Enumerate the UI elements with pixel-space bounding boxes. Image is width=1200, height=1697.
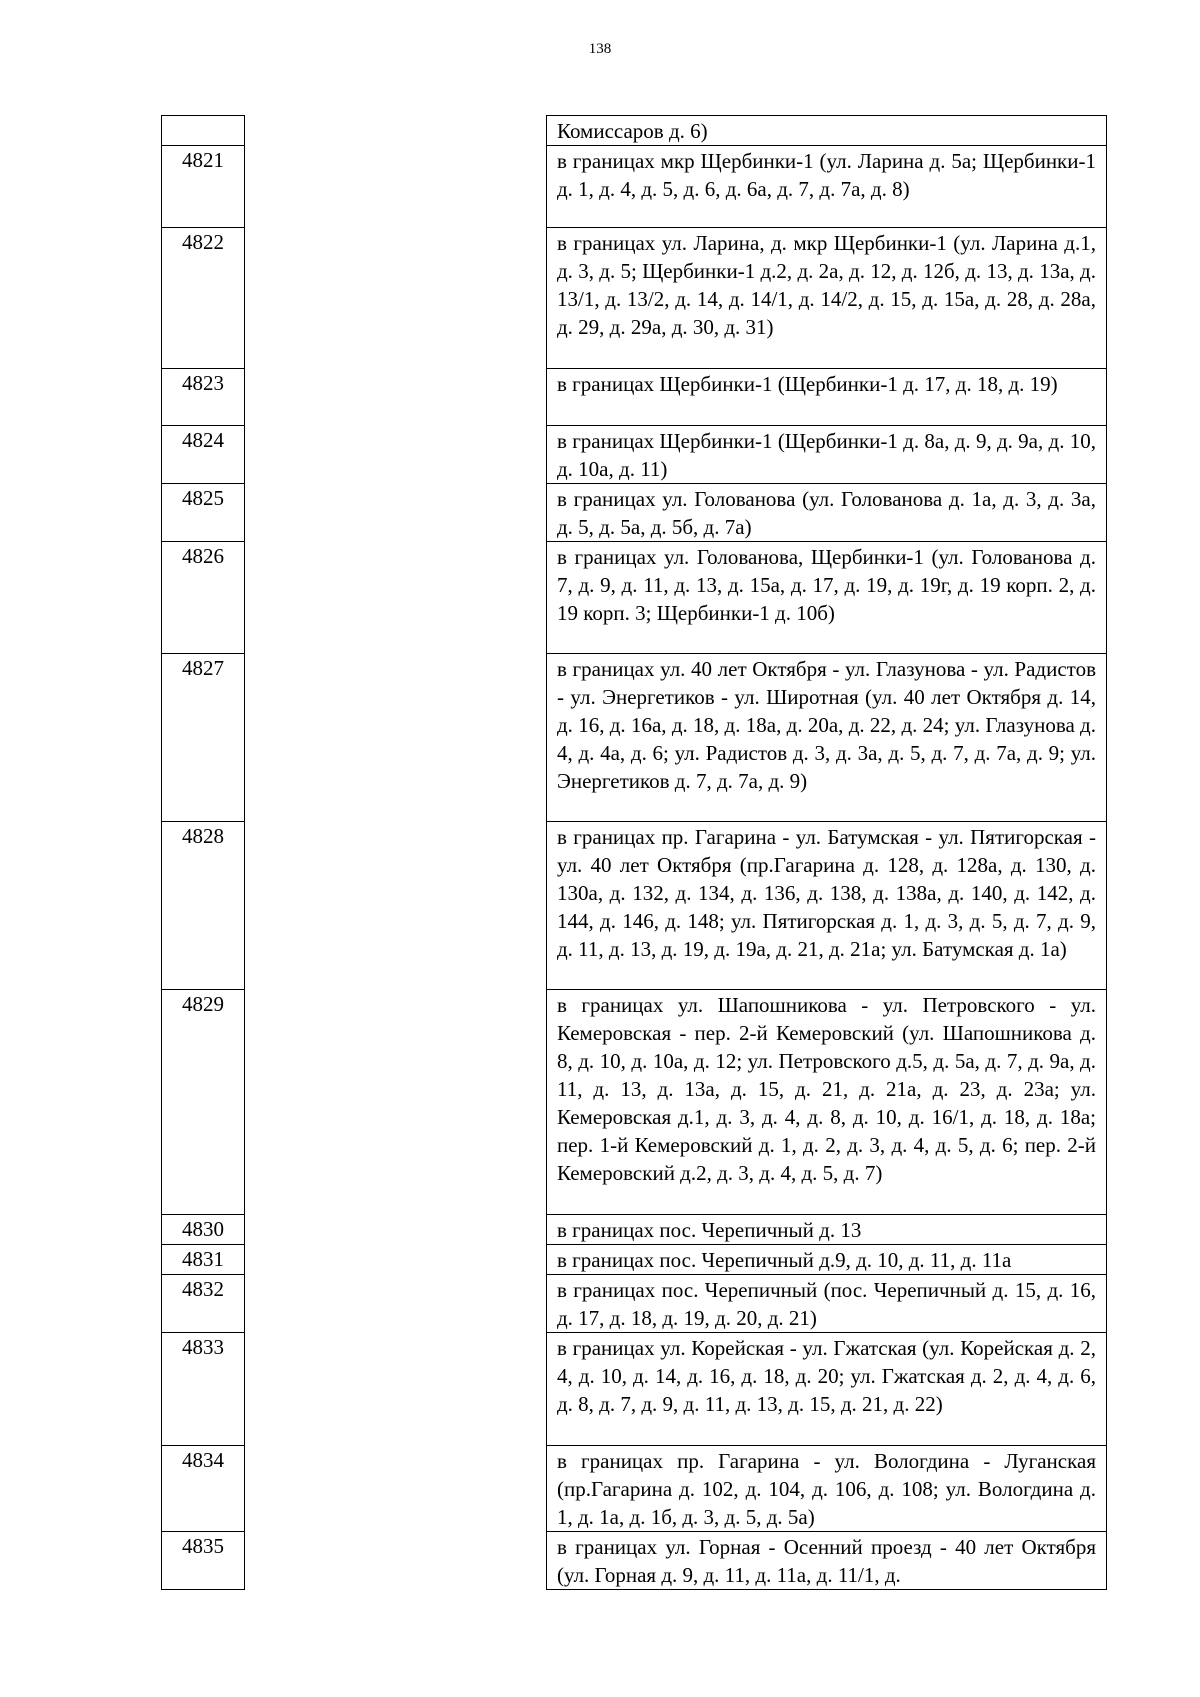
row-number: 4830: [162, 1215, 245, 1245]
row-number: 4835: [162, 1532, 245, 1590]
boundary-description: в границах ул. 40 лет Октября - ул. Глазунова - ул. Радистов - ул. Энергетиков - ул. Широтная (ул. 40 лет Октября д. 14, д. 16, д. 16а, д. 18, д. 18а, д. 20а, д. 22, д. 24; ул. Глазунова д. 4, д. 4а, д. 6; ул. Радистов д. 3, д. 3а, д. 5, д. 7, д. 7а, д. 9; ул. Энергетиков д. 7, д. 7а, д. 9): [547, 654, 1107, 822]
boundary-description: в границах ул. Корейская - ул. Гжатская (ул. Корейская д. 2, 4, д. 10, д. 14, д. 16, д. 18, д. 20; ул. Гжатская д. 2, д. 4, д. 6, д. 8, д. 7, д. 9, д. 11, д. 13, д. 15, д. 21, д. 22): [547, 1333, 1107, 1446]
boundary-description: в границах ул. Горная - Осенний проезд - 40 лет Октября (ул. Горная д. 9, д. 11, д. 11а, д. 11/1, д.: [547, 1532, 1107, 1590]
row-number: 4831: [162, 1245, 245, 1275]
row-number: 4824: [162, 426, 245, 484]
boundary-description: в границах Щербинки-1 (Щербинки-1 д. 17, д. 18, д. 19): [547, 369, 1107, 426]
table-body: [162, 116, 1107, 1590]
boundary-description: в границах мкр Щербинки-1 (ул. Ларина д. 5а; Щербинки-1 д. 1, д. 4, д. 5, д. 6, д. 6а, д. 7, д. 7а, д. 8): [547, 146, 1107, 228]
districts-table: [161, 115, 1107, 1590]
boundary-description: в границах ул. Голованова (ул. Голованова д. 1а, д. 3, д. 3а, д. 5, д. 5а, д. 5б, д. 7а): [547, 484, 1107, 542]
row-number: [162, 116, 245, 146]
boundary-description: в границах ул. Ларина, д. мкр Щербинки-1 (ул. Ларина д.1, д. 3, д. 5; Щербинки-1 д.2, д. 2а, д. 12, д. 12б, д. 13, д. 13а, д. 13/1, д. 13/2, д. 14, д. 14/1, д. 14/2, д. 15, д. 15а, д. 28, д. 28а, д. 29, д. 29а, д. 30, д. 31): [547, 228, 1107, 369]
boundary-description: в границах Щербинки-1 (Щербинки-1 д. 8а, д. 9, д. 9а, д. 10, д. 10а, д. 11): [547, 426, 1107, 484]
boundary-description: в границах пр. Гагарина - ул. Вологдина - Луганская (пр.Гагарина д. 102, д. 104, д. 106, д. 108; ул. Вологдина д. 1, д. 1а, д. 1б, д. 3, д. 5, д. 5а): [547, 1446, 1107, 1532]
district-column: [245, 116, 547, 1590]
boundary-description: в границах пр. Гагарина - ул. Батумская - ул. Пятигорская - ул. 40 лет Октября (пр.Гагарина д. 128, д. 128а, д. 130, д. 130а, д. 132, д. 134, д. 136, д. 138, д. 138а, д. 140, д. 142, д. 144, д. 146, д. 148; ул. Пятигорская д. 1, д. 3, д. 5, д. 7, д. 9, д. 11, д. 13, д. 19, д. 19а, д. 21, д. 21а; ул. Батумская д. 1а): [547, 822, 1107, 990]
row-number: 4823: [162, 369, 245, 426]
boundary-description: в границах ул. Голованова, Щербинки-1 (ул. Голованова д. 7, д. 9, д. 11, д. 13, д. 15а, д. 17, д. 19, д. 19г, д. 19 корп. 2, д. 19 корп. 3; Щербинки-1 д. 10б): [547, 542, 1107, 654]
row-number: 4829: [162, 990, 245, 1215]
row-number: 4832: [162, 1275, 245, 1333]
row-number: 4822: [162, 228, 245, 369]
row-number: 4827: [162, 654, 245, 822]
boundary-description: в границах пос. Черепичный д. 13: [547, 1215, 1107, 1245]
row-number: 4833: [162, 1333, 245, 1446]
row-number: 4821: [162, 146, 245, 228]
page-number: 138: [588, 41, 612, 57]
row-number: 4825: [162, 484, 245, 542]
table-row: [162, 116, 1107, 146]
row-number: 4826: [162, 542, 245, 654]
row-number: 4834: [162, 1446, 245, 1532]
boundary-description: Комиссаров д. 6): [547, 116, 1107, 146]
row-number: 4828: [162, 822, 245, 990]
boundary-description: в границах ул. Шапошникова - ул. Петровского - ул. Кемеровская - пер. 2-й Кемеровский (ул. Шапошникова д. 8, д. 10, д. 10а, д. 12; ул. Петровского д.5, д. 5а, д. 7, д. 9а, д. 11, д. 13, д. 13а, д. 15, д. 21, д. 21а, д. 23, д. 23а; ул. Кемеровская д.1, д. 3, д. 4, д. 8, д. 10, д. 16/1, д. 18, д. 18а; пер. 1-й Кемеровский д. 1, д. 2, д. 3, д. 4, д. 5, д. 6; пер. 2-й Кемеровский д.2, д. 3, д. 4, д. 5, д. 7): [547, 990, 1107, 1215]
boundary-description: в границах пос. Черепичный (пос. Черепичный д. 15, д. 16, д. 17, д. 18, д. 19, д. 20, д. 21): [547, 1275, 1107, 1333]
boundary-description: в границах пос. Черепичный д.9, д. 10, д. 11, д. 11а: [547, 1245, 1107, 1275]
